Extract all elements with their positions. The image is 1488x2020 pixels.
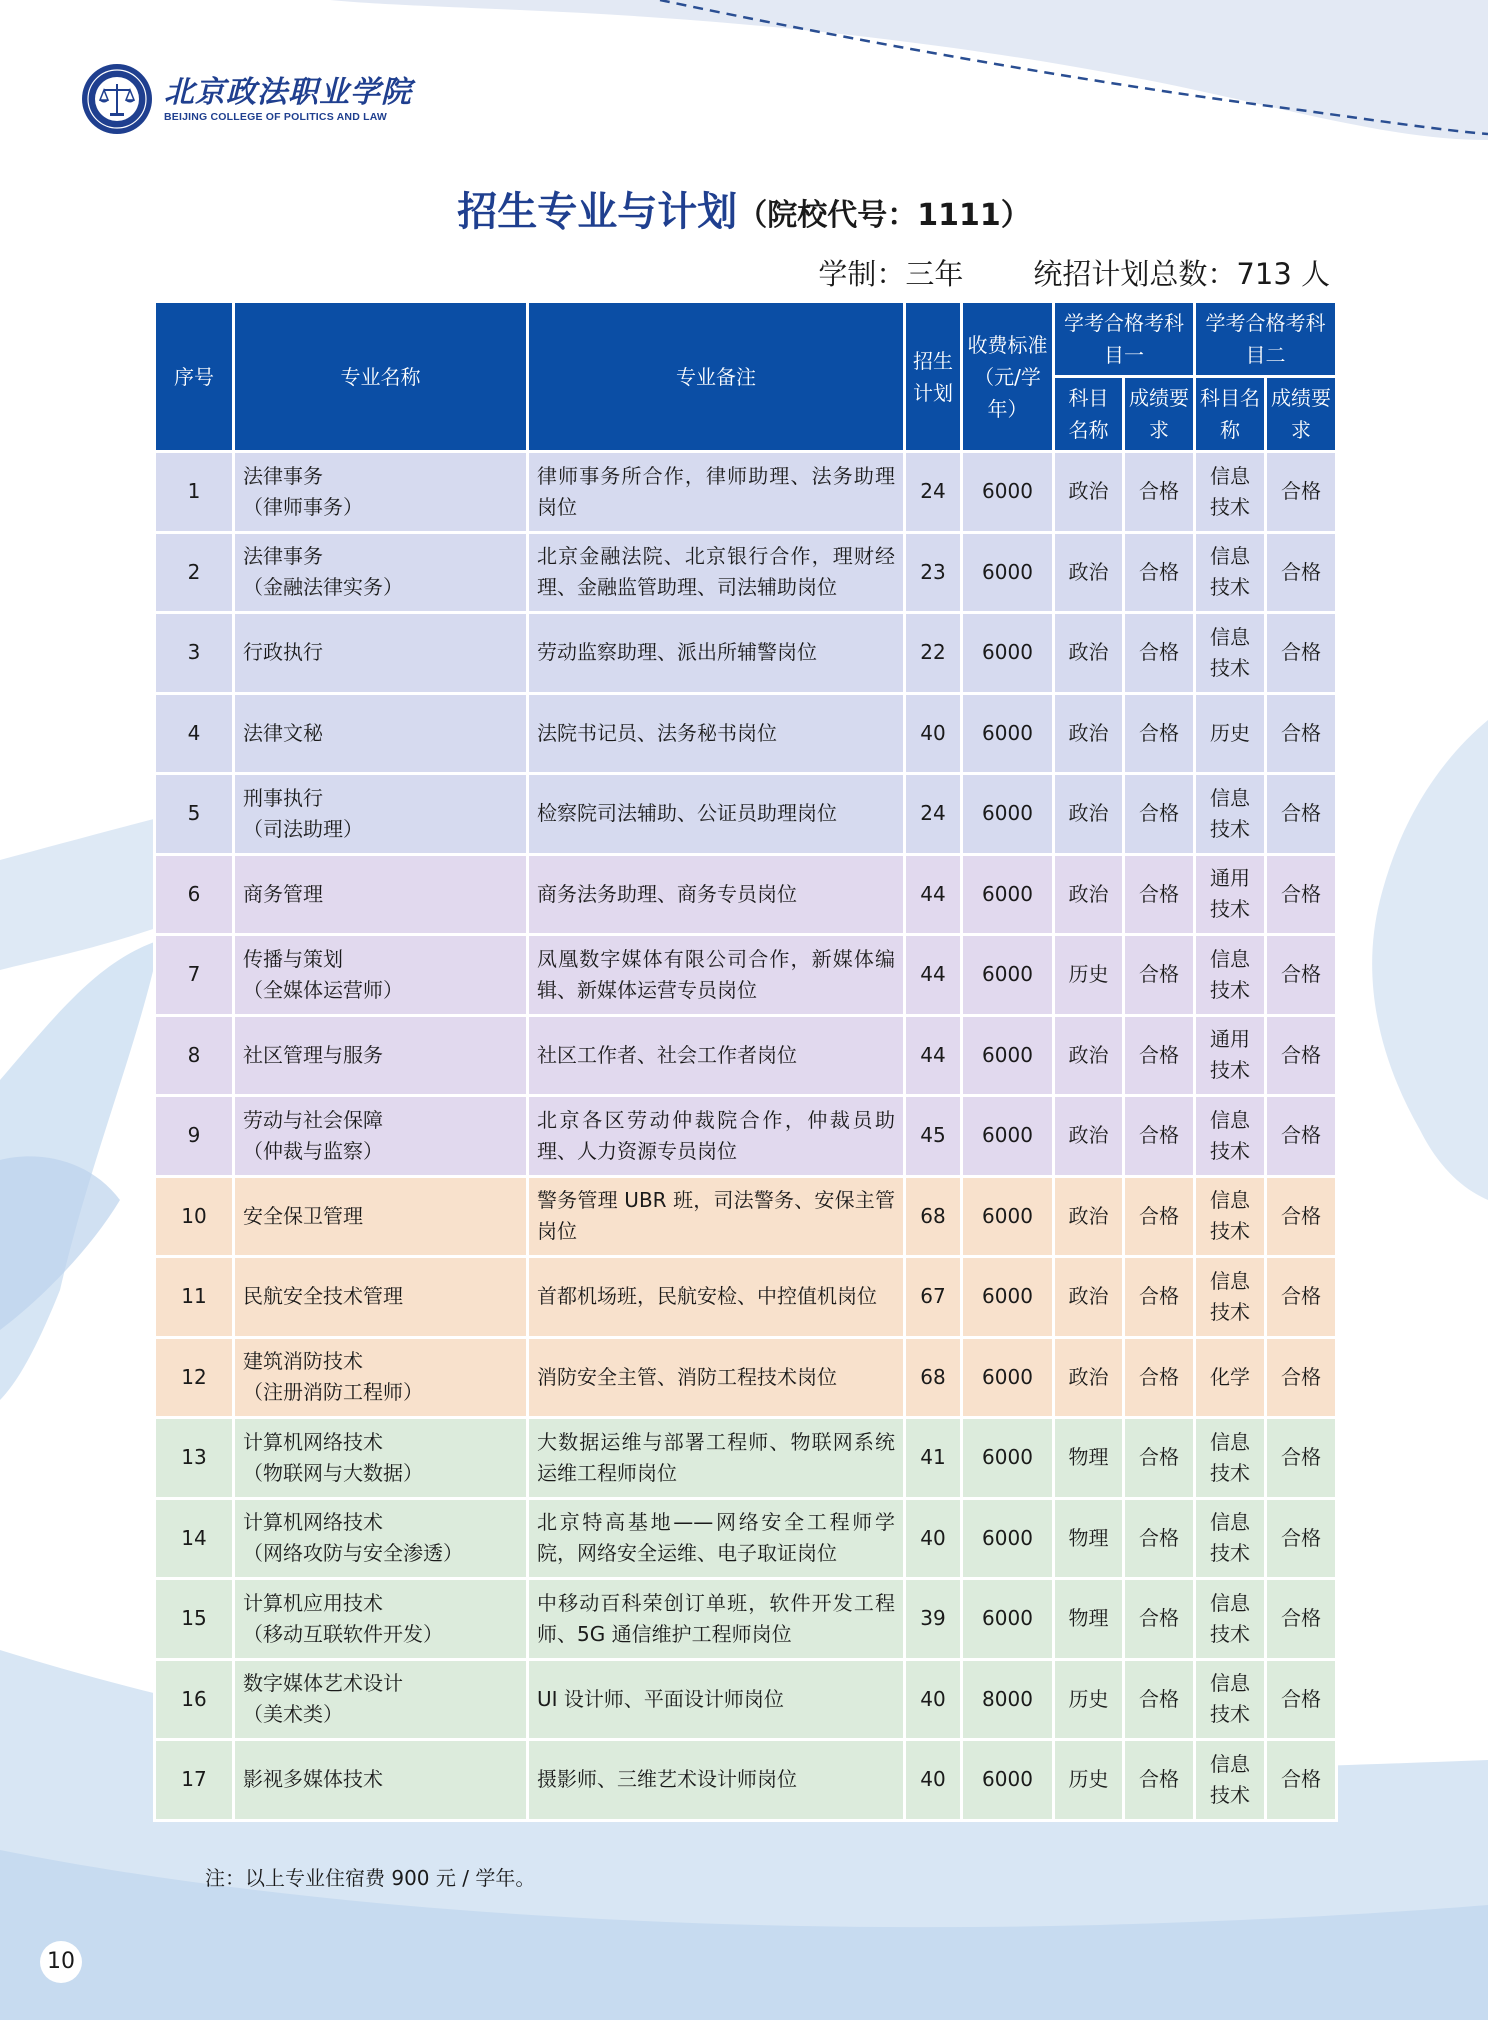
cell-no: 12: [155, 1337, 234, 1418]
table-row: [155, 1015, 1337, 1096]
cell-subject1-requirement: 合格: [1124, 935, 1195, 1016]
cell-fee: 6000: [962, 1498, 1054, 1579]
cell-no: 11: [155, 1257, 234, 1338]
cell-plan: 68: [905, 1176, 962, 1257]
cell-plan: 44: [905, 935, 962, 1016]
major-name: 安全保卫管理: [243, 1203, 363, 1228]
cell-major: [234, 935, 528, 1016]
cell-subject1-name: 政治: [1054, 1337, 1124, 1418]
major-name: 行政执行: [243, 640, 323, 665]
cell-plan: 40: [905, 1498, 962, 1579]
footnote: 注：以上专业住宿费 900 元 / 学年。: [205, 1866, 536, 1890]
cell-plan: 39: [905, 1579, 962, 1660]
header-subject2: 学考合格考科目二: [1195, 302, 1337, 377]
cell-subject1-requirement: 合格: [1124, 613, 1195, 694]
major-direction: （全媒体运营师）: [243, 977, 403, 1002]
cell-subject2-requirement: 合格: [1266, 1176, 1337, 1257]
cell-subject1-requirement: 合格: [1124, 532, 1195, 613]
school-logo: [80, 62, 412, 136]
major-direction: （金融法律实务）: [243, 575, 403, 600]
cell-subject2-requirement: 合格: [1266, 1337, 1337, 1418]
cell-subject2-requirement: 合格: [1266, 1096, 1337, 1177]
cell-remark: 社区工作者、社会工作者岗位: [528, 1015, 905, 1096]
cell-major: [234, 1176, 528, 1257]
cell-major: [234, 1096, 528, 1177]
cell-remark: 北京特高基地——网络安全工程师学院，网络安全运维、电子取证岗位: [528, 1498, 905, 1579]
cell-subject1-requirement: 合格: [1124, 1257, 1195, 1338]
major-name: 法律事务: [243, 463, 323, 488]
cell-subject2-name: 信息技术: [1195, 774, 1266, 855]
cell-remark: UI 设计师、平面设计师岗位: [528, 1659, 905, 1740]
cell-no: 17: [155, 1740, 234, 1821]
cell-fee: 6000: [962, 1418, 1054, 1499]
cell-major: [234, 613, 528, 694]
cell-subject1-name: 历史: [1054, 1740, 1124, 1821]
cell-plan: 41: [905, 1418, 962, 1499]
cell-subject1-requirement: 合格: [1124, 452, 1195, 533]
cell-subject2-name: 信息技术: [1195, 1659, 1266, 1740]
major-name: 建筑消防技术: [243, 1349, 363, 1374]
cell-no: 8: [155, 1015, 234, 1096]
enrollment-table: [153, 300, 1338, 1822]
cell-subject1-name: 政治: [1054, 854, 1124, 935]
school-code: （院校代号：1111）: [737, 198, 1031, 233]
cell-subject1-name: 政治: [1054, 1257, 1124, 1338]
cell-major: [234, 1015, 528, 1096]
cell-no: 7: [155, 935, 234, 1016]
cell-subject2-name: 信息技术: [1195, 613, 1266, 694]
right-brush-stroke: [1372, 720, 1488, 1200]
cell-major: [234, 774, 528, 855]
cell-fee: 6000: [962, 1740, 1054, 1821]
cell-subject2-name: 信息技术: [1195, 1176, 1266, 1257]
cell-subject1-name: 政治: [1054, 452, 1124, 533]
cell-remark: 律师事务所合作，律师助理、法务助理岗位: [528, 452, 905, 533]
cell-subject2-name: 信息技术: [1195, 1498, 1266, 1579]
cell-fee: 6000: [962, 1257, 1054, 1338]
cell-no: 16: [155, 1659, 234, 1740]
cell-subject1-name: 政治: [1054, 532, 1124, 613]
cell-fee: 6000: [962, 1176, 1054, 1257]
cell-subject2-requirement: 合格: [1266, 532, 1337, 613]
cell-no: 6: [155, 854, 234, 935]
cell-plan: 23: [905, 532, 962, 613]
cell-fee: 6000: [962, 693, 1054, 774]
header-fee: 收费标准（元/学年）: [962, 302, 1054, 452]
cell-plan: 22: [905, 613, 962, 694]
cell-no: 5: [155, 774, 234, 855]
cell-remark: 商务法务助理、商务专员岗位: [528, 854, 905, 935]
header-subject2-name: 科目名称: [1195, 377, 1266, 452]
header-major: 专业名称: [234, 302, 528, 452]
cell-major: [234, 1579, 528, 1660]
major-name: 社区管理与服务: [243, 1042, 383, 1067]
page-title: [0, 180, 1488, 237]
cell-subject2-requirement: 合格: [1266, 1579, 1337, 1660]
cell-subject1-requirement: 合格: [1124, 774, 1195, 855]
school-name-en: BEIJING COLLEGE OF POLITICS AND LAW: [164, 110, 388, 123]
cell-remark: 大数据运维与部署工程师、物联网系统运维工程师岗位: [528, 1418, 905, 1499]
header-remark: 专业备注: [528, 302, 905, 452]
cell-subject1-requirement: 合格: [1124, 1015, 1195, 1096]
major-name: 法律文秘: [243, 720, 323, 745]
cell-subject2-requirement: 合格: [1266, 1659, 1337, 1740]
program-meta: [818, 252, 1330, 293]
cell-fee: 6000: [962, 452, 1054, 533]
header-subject1-requirement: 成绩要求: [1124, 377, 1195, 452]
cell-fee: 6000: [962, 1015, 1054, 1096]
cell-remark: 首都机场班，民航安检、中控值机岗位: [528, 1257, 905, 1338]
cell-subject2-name: 化学: [1195, 1337, 1266, 1418]
table-row: [155, 1418, 1337, 1499]
cell-major: [234, 532, 528, 613]
cell-subject2-requirement: 合格: [1266, 452, 1337, 533]
major-name: 影视多媒体技术: [243, 1767, 383, 1792]
cell-no: 1: [155, 452, 234, 533]
header-plan: 招生计划: [905, 302, 962, 452]
cell-subject1-name: 政治: [1054, 774, 1124, 855]
major-name: 计算机应用技术: [243, 1590, 383, 1615]
cell-subject1-name: 政治: [1054, 1176, 1124, 1257]
major-name: 商务管理: [243, 881, 323, 906]
cell-major: [234, 1257, 528, 1338]
cell-major: [234, 693, 528, 774]
cell-fee: 6000: [962, 935, 1054, 1016]
cell-plan: 44: [905, 1015, 962, 1096]
header-subject1-name: 科目名称: [1054, 377, 1124, 452]
major-name: 计算机网络技术: [243, 1510, 383, 1535]
table-row: [155, 1176, 1337, 1257]
cell-subject1-requirement: 合格: [1124, 1579, 1195, 1660]
page-number: 10: [40, 1941, 82, 1983]
cell-remark: 北京各区劳动仲裁院合作，仲裁员助理、人力资源专员岗位: [528, 1096, 905, 1177]
cell-subject2-requirement: 合格: [1266, 1015, 1337, 1096]
cell-subject2-requirement: 合格: [1266, 774, 1337, 855]
cell-fee: 6000: [962, 1096, 1054, 1177]
table-row: [155, 1740, 1337, 1821]
major-direction: （移动互联软件开发）: [243, 1621, 443, 1646]
cell-subject1-name: 历史: [1054, 935, 1124, 1016]
cell-subject1-name: 政治: [1054, 1096, 1124, 1177]
cell-subject1-requirement: 合格: [1124, 1498, 1195, 1579]
table-row: [155, 1498, 1337, 1579]
cell-fee: 6000: [962, 774, 1054, 855]
cell-no: 13: [155, 1418, 234, 1499]
cell-remark: 中移动百科荣创订单班，软件开发工程师、5G 通信维护工程师岗位: [528, 1579, 905, 1660]
cell-subject1-requirement: 合格: [1124, 1659, 1195, 1740]
cell-no: 15: [155, 1579, 234, 1660]
cell-subject2-name: 信息技术: [1195, 935, 1266, 1016]
cell-subject2-name: 历史: [1195, 693, 1266, 774]
table-row: [155, 1579, 1337, 1660]
cell-subject2-name: 通用技术: [1195, 1015, 1266, 1096]
cell-no: 9: [155, 1096, 234, 1177]
cell-subject2-requirement: 合格: [1266, 1418, 1337, 1499]
cell-no: 10: [155, 1176, 234, 1257]
cell-remark: 法院书记员、法务秘书岗位: [528, 693, 905, 774]
cell-subject1-name: 物理: [1054, 1418, 1124, 1499]
cell-subject2-name: 信息技术: [1195, 1579, 1266, 1660]
major-name: 刑事执行: [243, 785, 323, 810]
table-header-row: [155, 302, 1337, 377]
table-row: [155, 532, 1337, 613]
cell-subject1-requirement: 合格: [1124, 1418, 1195, 1499]
table-row: [155, 693, 1337, 774]
cell-remark: 检察院司法辅助、公证员助理岗位: [528, 774, 905, 855]
cell-plan: 40: [905, 1659, 962, 1740]
major-direction: （司法助理）: [243, 816, 363, 841]
table-row: [155, 1257, 1337, 1338]
cell-subject2-requirement: 合格: [1266, 935, 1337, 1016]
major-direction: （注册消防工程师）: [243, 1380, 423, 1405]
cell-subject2-requirement: 合格: [1266, 1740, 1337, 1821]
cell-subject1-requirement: 合格: [1124, 693, 1195, 774]
cell-fee: 6000: [962, 1337, 1054, 1418]
cell-plan: 24: [905, 774, 962, 855]
cell-major: [234, 1740, 528, 1821]
cell-subject2-requirement: 合格: [1266, 1257, 1337, 1338]
table-body: [155, 452, 1337, 1821]
table-row: [155, 854, 1337, 935]
cell-remark: 警务管理 UBR 班，司法警务、安保主管岗位: [528, 1176, 905, 1257]
cell-subject1-name: 物理: [1054, 1579, 1124, 1660]
cell-remark: 北京金融法院、北京银行合作，理财经理、金融监管助理、司法辅助岗位: [528, 532, 905, 613]
total-plan-text: 统招计划总数：713 人: [1033, 257, 1330, 291]
cell-subject2-name: 通用技术: [1195, 854, 1266, 935]
cell-no: 14: [155, 1498, 234, 1579]
cell-subject2-requirement: 合格: [1266, 613, 1337, 694]
header-subject2-requirement: 成绩要求: [1266, 377, 1337, 452]
cell-remark: 消防安全主管、消防工程技术岗位: [528, 1337, 905, 1418]
cell-subject1-name: 政治: [1054, 613, 1124, 694]
cell-subject2-name: 信息技术: [1195, 1257, 1266, 1338]
major-direction: （律师事务）: [243, 494, 363, 519]
cell-subject2-name: 信息技术: [1195, 532, 1266, 613]
cell-subject2-requirement: 合格: [1266, 693, 1337, 774]
table-row: [155, 774, 1337, 855]
cell-subject2-name: 信息技术: [1195, 1096, 1266, 1177]
cell-subject2-requirement: 合格: [1266, 854, 1337, 935]
major-direction: （网络攻防与安全渗透）: [243, 1541, 463, 1566]
major-name: 民航安全技术管理: [243, 1284, 403, 1309]
cell-subject1-requirement: 合格: [1124, 854, 1195, 935]
cell-major: [234, 452, 528, 533]
major-direction: （仲裁与监察）: [243, 1138, 383, 1163]
table-row: [155, 935, 1337, 1016]
cell-no: 3: [155, 613, 234, 694]
cell-plan: 68: [905, 1337, 962, 1418]
duration-text: 学制：三年: [818, 257, 964, 291]
major-name: 传播与策划: [243, 946, 343, 971]
major-name: 数字媒体艺术设计: [243, 1671, 403, 1696]
table-row: [155, 1096, 1337, 1177]
cell-subject2-name: 信息技术: [1195, 1740, 1266, 1821]
cell-subject2-name: 信息技术: [1195, 1418, 1266, 1499]
top-wave: [330, 0, 1488, 140]
cell-fee: 6000: [962, 854, 1054, 935]
cell-remark: 劳动监察助理、派出所辅警岗位: [528, 613, 905, 694]
table-row: [155, 1659, 1337, 1740]
major-name: 计算机网络技术: [243, 1429, 383, 1454]
cell-remark: 摄影师、三维艺术设计师岗位: [528, 1740, 905, 1821]
cell-major: [234, 1418, 528, 1499]
cell-subject1-name: 历史: [1054, 1659, 1124, 1740]
cell-no: 2: [155, 532, 234, 613]
table-row: [155, 1337, 1337, 1418]
title-main: 招生专业与计划: [457, 189, 738, 235]
major-direction: （美术类）: [243, 1702, 343, 1727]
cell-plan: 44: [905, 854, 962, 935]
header-subject1: 学考合格考科目一: [1054, 302, 1195, 377]
cell-plan: 40: [905, 693, 962, 774]
cell-subject1-name: 政治: [1054, 693, 1124, 774]
left-brush-stroke-3: [0, 1156, 120, 1330]
cell-subject2-name: 信息技术: [1195, 452, 1266, 533]
major-name: 劳动与社会保障: [243, 1107, 383, 1132]
cell-plan: 67: [905, 1257, 962, 1338]
cell-subject1-requirement: 合格: [1124, 1096, 1195, 1177]
cell-no: 4: [155, 693, 234, 774]
cell-plan: 45: [905, 1096, 962, 1177]
table-row: [155, 452, 1337, 533]
cell-subject1-name: 政治: [1054, 1015, 1124, 1096]
cell-remark: 凤凰数字媒体有限公司合作，新媒体编辑、新媒体运营专员岗位: [528, 935, 905, 1016]
cell-plan: 40: [905, 1740, 962, 1821]
cell-subject1-requirement: 合格: [1124, 1337, 1195, 1418]
cell-subject1-requirement: 合格: [1124, 1176, 1195, 1257]
cell-subject1-name: 物理: [1054, 1498, 1124, 1579]
cell-subject1-requirement: 合格: [1124, 1740, 1195, 1821]
cell-subject2-requirement: 合格: [1266, 1498, 1337, 1579]
school-seal-icon: [80, 62, 154, 136]
cell-major: [234, 1659, 528, 1740]
cell-fee: 6000: [962, 613, 1054, 694]
cell-fee: 6000: [962, 532, 1054, 613]
table-row: [155, 613, 1337, 694]
cell-plan: 24: [905, 452, 962, 533]
cell-fee: 8000: [962, 1659, 1054, 1740]
cell-fee: 6000: [962, 1579, 1054, 1660]
major-direction: （物联网与大数据）: [243, 1460, 423, 1485]
major-name: 法律事务: [243, 544, 323, 569]
cell-major: [234, 1498, 528, 1579]
header-no: 序号: [155, 302, 234, 452]
cell-major: [234, 854, 528, 935]
school-name-cn: 北京政法职业学院: [164, 74, 412, 110]
cell-major: [234, 1337, 528, 1418]
